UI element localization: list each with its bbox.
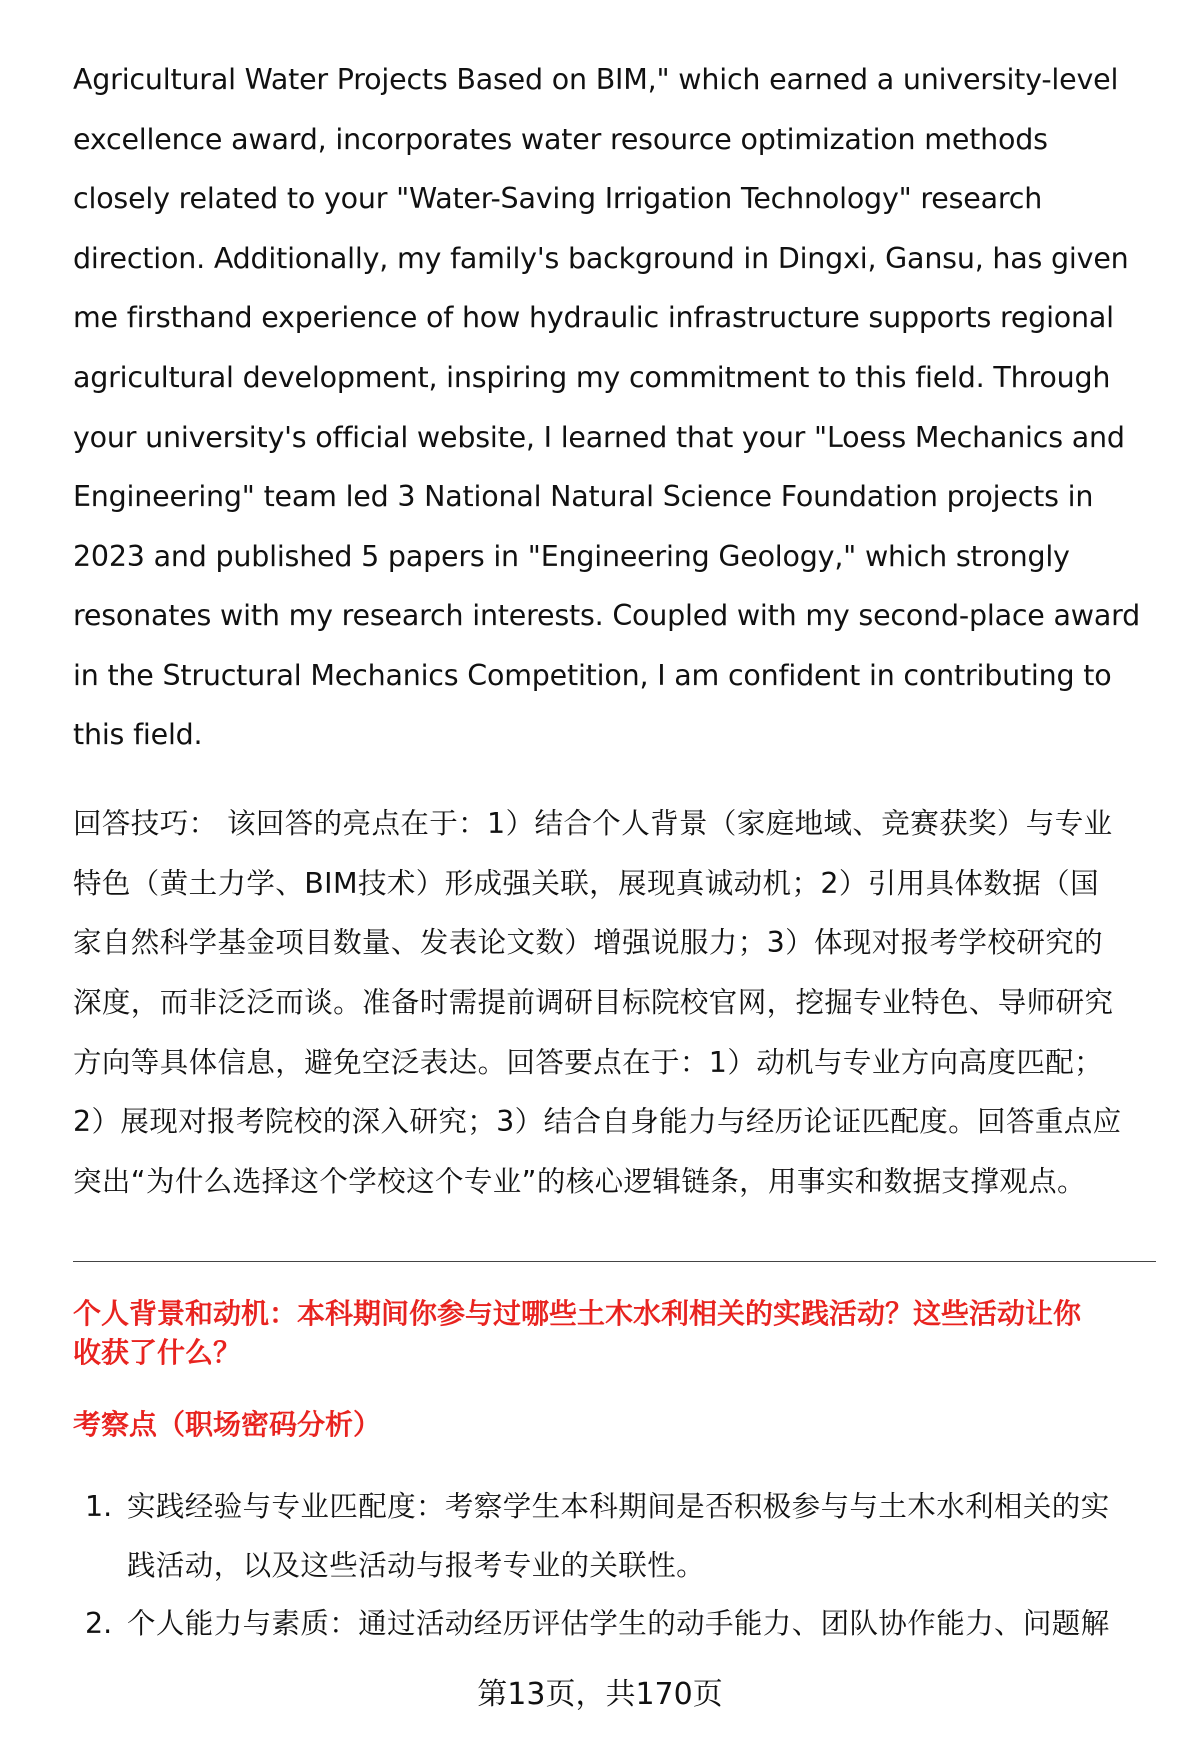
text-line: 方向等具体信息，避免空泛表达。回答要点在于：1）动机与专业方向高度匹配； xyxy=(73,1046,1104,1079)
text-line: 特色（黄土力学、BIM技术）形成强关联，展现真诚动机；2）引用具体数据（国 xyxy=(73,867,1099,900)
text-line: 回答技巧： 该回答的亮点在于：1）结合个人背景（家庭地域、竞赛获奖）与专业 xyxy=(73,807,1113,840)
text-line: Engineering" team led 3 National Natural Science Foundation projects in xyxy=(73,480,1094,513)
text-line: this field. xyxy=(73,718,203,751)
text-line: me firsthand experience of how hydraulic infrastructure supports regional xyxy=(73,301,1114,334)
text-line: 2023 and published 5 papers in "Engineering Geology," which strongly xyxy=(73,540,1070,573)
text-line: 家自然科学基金项目数量、发表论文数）增强说服力；3）体现对报考学校研究的 xyxy=(73,926,1104,959)
text-line: 2）展现对报考院校的深入研究；3）结合自身能力与经历论证匹配度。回答重点应 xyxy=(73,1105,1122,1138)
text-line: 突出“为什么选择这个学校这个专业”的核心逻辑链条，用事实和数据支撑观点。 xyxy=(73,1165,1086,1198)
list-item-line: 实践经验与专业匹配度：考察学生本科期间是否积极参与与土木水利相关的实 xyxy=(127,1490,1110,1523)
text-line: closely related to your "Water-Saving Irrigation Technology" research xyxy=(73,182,1043,215)
section-subheading: 考察点（职场密码分析） xyxy=(73,1408,382,1441)
text-line: your university's official website, I learned that your "Loess Mechanics and xyxy=(73,421,1125,454)
text-line: in the Structural Mechanics Competition, I am confident in contributing to xyxy=(73,659,1112,692)
list-number: 1. xyxy=(85,1490,113,1523)
divider xyxy=(73,1261,1156,1262)
text-line: 深度，而非泛泛而谈。准备时需提前调研目标院校官网，挖掘专业特色、导师研究 xyxy=(73,986,1114,1019)
text-line: resonates with my research interests. Coupled with my second-place award xyxy=(73,599,1141,632)
list-number: 2. xyxy=(85,1607,113,1640)
text-line: direction. Additionally, my family's background in Dingxi, Gansu, has given xyxy=(73,242,1129,275)
list-item-line: 践活动，以及这些活动与报考专业的关联性。 xyxy=(127,1549,706,1582)
text-line: Agricultural Water Projects Based on BIM," which earned a university-level xyxy=(73,63,1119,96)
text-line: excellence award, incorporates water resource optimization methods xyxy=(73,123,1048,156)
question-line: 收获了什么？ xyxy=(73,1336,242,1369)
question-line: 个人背景和动机：本科期间你参与过哪些土木水利相关的实践活动？这些活动让你 xyxy=(73,1297,1082,1330)
page-footer: 第13页，共170页 xyxy=(477,1677,723,1712)
text-line: agricultural development, inspiring my commitment to this field. Through xyxy=(73,361,1111,394)
list-item-line: 个人能力与素质：通过活动经历评估学生的动手能力、团队协作能力、问题解 xyxy=(127,1607,1110,1640)
